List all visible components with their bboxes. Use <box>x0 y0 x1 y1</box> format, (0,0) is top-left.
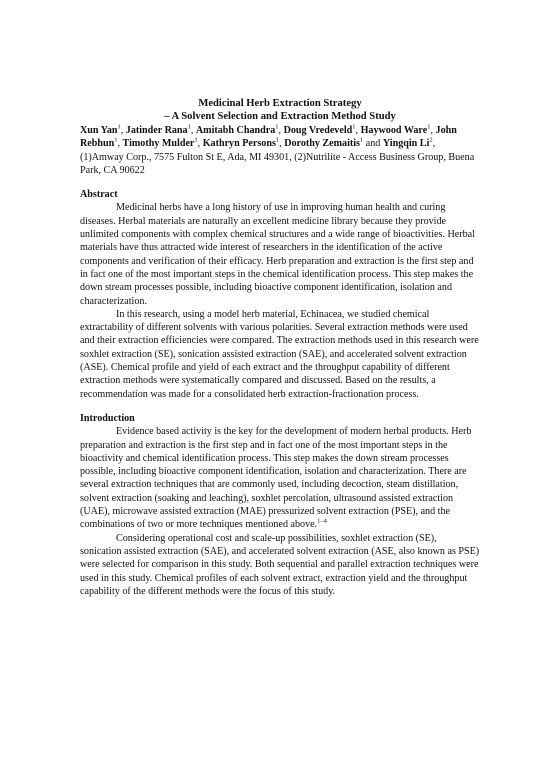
author-list <box>80 125 457 149</box>
author-block <box>80 124 480 177</box>
author-affiliation-mark: 1 <box>117 123 121 131</box>
author-separator: , <box>117 138 123 150</box>
abstract-heading: Abstract <box>80 189 118 201</box>
author-separator: , <box>197 138 203 150</box>
author-name: Kathryn Persons <box>202 138 276 150</box>
author-name: Amitabh Chandra <box>195 125 276 136</box>
abstract-paragraph-1: Medicinal herbs have a long history of use in improving human health and curing diseases. Herbal materials are naturally an excellent medicine library because they provide unlimited components with complex chemical structures and a wide range of bioactivities. Herbal materials have thus attracted wide interest of researchers in the identification of the active components and verification of their efficacy. Herb preparation and extraction is the first step and in fact one of the most important steps in the chemical identification process. This step makes the down stream processes possible, including bioactive component identification, isolation and characterization. <box>80 202 475 307</box>
author-affiliation-mark: 1 <box>359 136 364 144</box>
author-name: Yingqin Li <box>382 138 430 150</box>
title-line-1: Medicinal Herb Extraction Strategy <box>198 98 362 109</box>
introduction-paragraph-1-text: Evidence based activity is the key for the development of modern herbal products. Herb preparation and extraction is the first step and in fact one of the most important steps in the bioactivity and chemical identification process. This step makes the down stream processes possible, including bioactive component identification, isolation and characterization. There are several extraction techniques that are commonly used, including decoction, steam distillation, solvent extraction (soaking and leaching), soxhlet percolation, ultrasound assisted extraction (UAE), microwave assisted extraction (MAE) pressurized solvent extraction (PSE), and the combinations of two or more techniques mentioned above. <box>80 426 472 531</box>
author-affiliation-mark: 1 <box>194 136 198 144</box>
author-affiliation-mark: 1 <box>275 136 280 144</box>
author-name: John Rebhun <box>80 125 457 150</box>
paper-title <box>80 97 480 123</box>
author-separator: , <box>279 138 285 150</box>
author-affiliation-mark: 1 <box>427 123 431 131</box>
title-line-2: – A Solvent Selection and Extraction Method Study <box>164 111 396 122</box>
author-separator: , <box>190 125 196 136</box>
introduction-heading: Introduction <box>80 412 135 424</box>
author-name: Xun Yan <box>80 125 118 136</box>
author-affiliation-mark: 1 <box>275 123 279 131</box>
author-affiliation-mark: 1 <box>114 136 118 144</box>
introduction-paragraph-1 <box>80 425 480 531</box>
author-separator: and <box>363 138 383 150</box>
author-separator: , <box>432 138 436 150</box>
author-separator: , <box>430 125 436 136</box>
author-name: Doug Vredeveld <box>283 125 353 136</box>
author-separator: , <box>355 125 361 136</box>
author-affiliation-mark: 1 <box>187 123 191 131</box>
author-name: Dorothy Zemaitis <box>284 138 360 150</box>
author-affiliation-mark: 2 <box>429 136 433 144</box>
author-name: Jatinder Rana <box>125 125 188 136</box>
author-name: Timothy Mulder <box>122 138 195 150</box>
affiliations: (1)Amway Corp., 7575 Fulton St E, Ada, MI 49301, (2)Nutrilite - Access Business Group, Buena Park, CA 90622 <box>80 151 475 176</box>
author-separator: , <box>120 125 126 136</box>
introduction-paragraph-2: Considering operational cost and scale-up possibilities, soxhlet extraction (SE), sonication assisted extraction (SAE), and accelerated solvent extraction (ASE, also known as PSE) were selected for comparison in this study. Both sequential and parallel extraction techniques were used in this study. Chemical profiles of each solvent extract, extraction yield and the throughput capability of the different methods were the focus of this study. <box>80 532 480 597</box>
reference-superscript: 1–4 <box>317 517 327 525</box>
author-name: Haywood Ware <box>360 125 428 136</box>
paper-page <box>80 97 480 598</box>
abstract-paragraph-2: In this research, using a model herb material, Echinacea, we studied chemical extractability of different solvents with various polarities. Several extraction methods were used and their extraction efficiencies were compared. The extraction methods used in this research were soxhlet extraction (SE), sonication assisted extraction (SAE), and accelerated solvent extraction (ASE). Chemical profile and yield of each extract and the throughput capability of different extraction methods were systematically compared and discussed. Based on the results, a recommendation was made for a consolidated herb extraction-fractionation process. <box>80 308 479 400</box>
author-separator: , <box>278 125 284 136</box>
author-affiliation-mark: 1 <box>352 123 356 131</box>
